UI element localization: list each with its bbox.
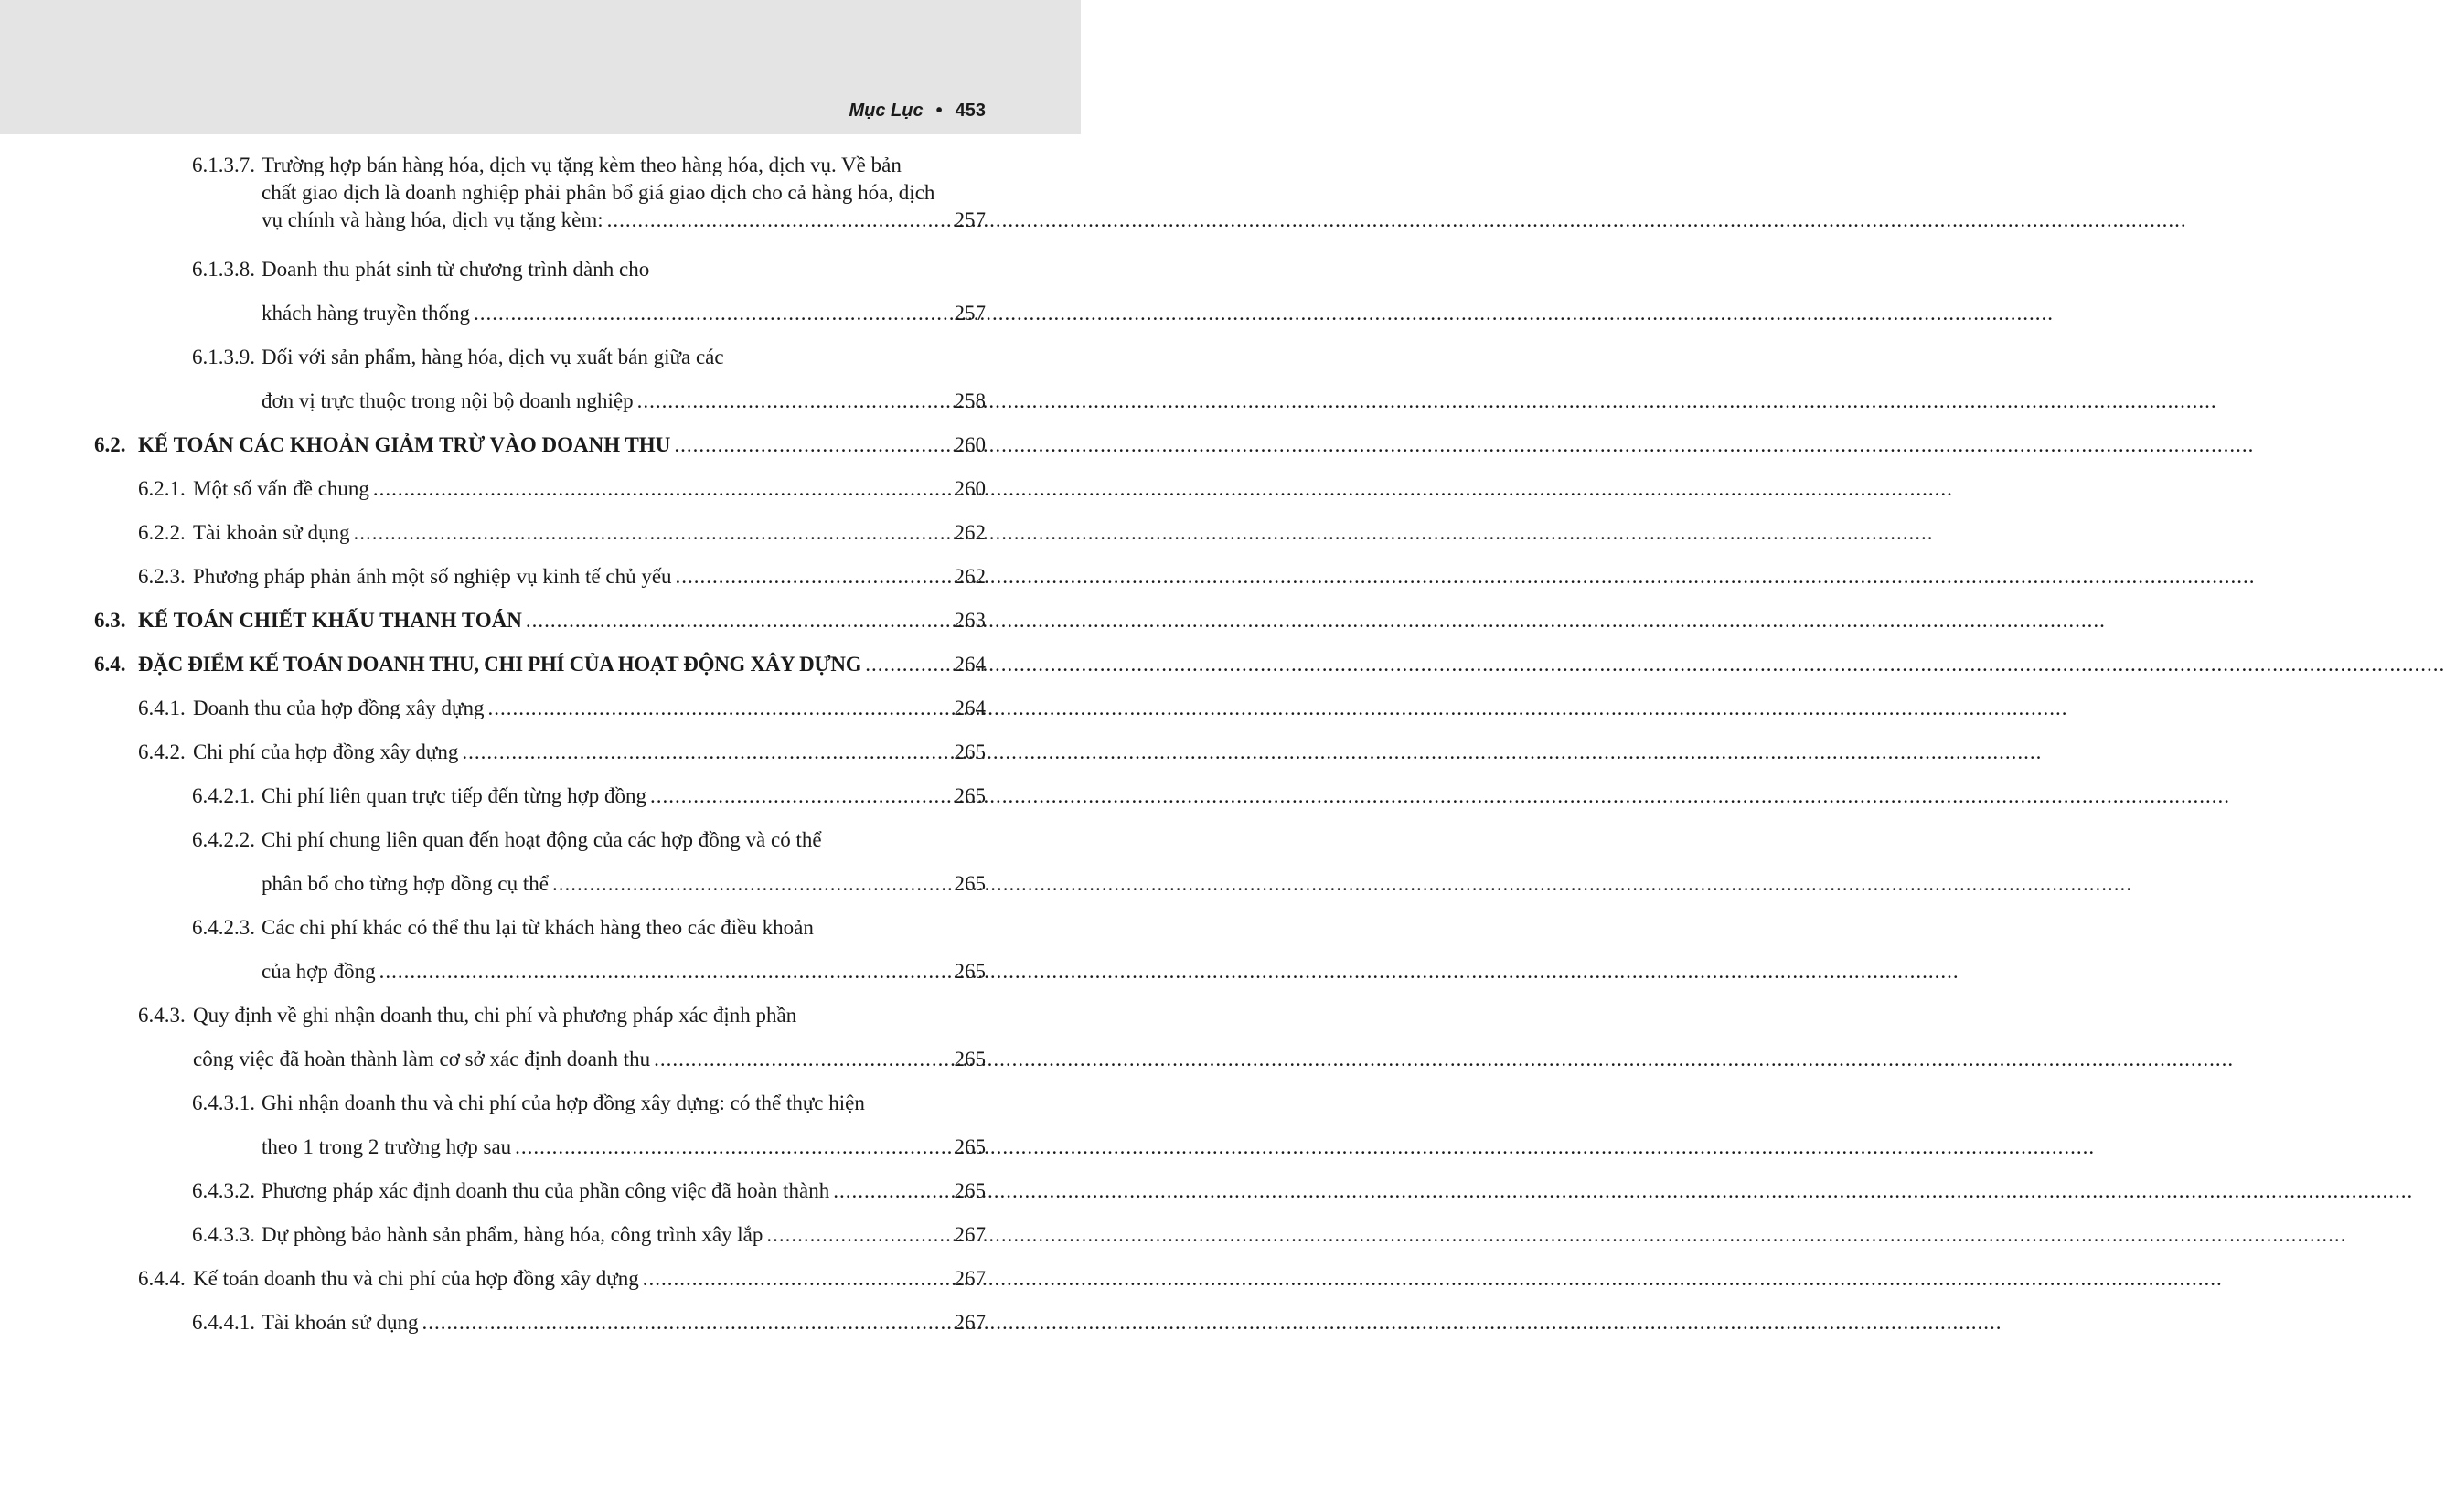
toc-entry-number: 6.4.3.1.	[192, 1091, 255, 1114]
toc-entry-page: 257	[954, 302, 986, 325]
toc-entry[interactable]	[138, 475, 986, 503]
toc-entry-title: Chi phí của hợp đồng xây dựng	[193, 740, 459, 763]
dot-leader	[487, 695, 950, 722]
toc-entry-page: 258	[954, 389, 986, 412]
toc-entry-page: 265	[954, 784, 986, 807]
toc-entry-page: 257	[954, 208, 986, 231]
toc-entry[interactable]	[192, 152, 986, 234]
toc-entry[interactable]	[138, 739, 986, 766]
toc-entry-title: Trường hợp bán hàng hóa, dịch vụ tặng kèm theo hàng hóa, dịch vụ. Về bản	[262, 154, 902, 176]
dot-leader	[422, 1309, 951, 1336]
toc-entry-title: Tài khoản sử dụng	[262, 1311, 419, 1334]
toc-entry-page: 262	[954, 521, 986, 544]
toc-entry-title: Chi phí liên quan trực tiếp đến từng hợp đồng	[262, 784, 647, 807]
toc-entry[interactable]	[192, 1090, 986, 1161]
toc-entry-number: 6.4.4.1.	[192, 1311, 255, 1334]
toc-entry-page: 260	[954, 477, 986, 500]
toc-entry-number: 6.4.2.2.	[192, 828, 255, 851]
toc-entry-page: 260	[954, 433, 986, 456]
toc-entry-number: 6.2.3.	[138, 565, 186, 588]
toc-entry-title-cont: chất giao dịch là doanh nghiệp phải phân bổ giá giao dịch cho cả hàng hóa, dịch	[262, 181, 935, 204]
toc-entry[interactable]	[138, 1002, 986, 1073]
toc-entry-title-cont: phân bổ cho từng hợp đồng cụ thể	[262, 872, 549, 895]
dot-leader	[654, 1046, 950, 1073]
toc-entry-number: 6.4.2.3.	[192, 916, 255, 939]
dot-leader	[637, 388, 951, 415]
toc-entry-title: Phương pháp phản ánh một số nghiệp vụ kinh tế chủ yếu	[193, 565, 672, 588]
toc-entry-number: 6.4.3.2.	[192, 1179, 255, 1202]
dot-leader	[552, 870, 951, 898]
dot-leader	[833, 1177, 950, 1205]
dot-leader	[373, 475, 951, 503]
toc-entry-title: Kế toán doanh thu và chi phí của hợp đồng xây dựng	[193, 1267, 639, 1290]
toc-entry[interactable]	[138, 563, 986, 591]
toc-entry[interactable]	[138, 695, 986, 722]
dot-leader	[526, 607, 951, 634]
toc-entry-number: 6.4.	[94, 653, 126, 676]
dot-leader	[766, 1221, 950, 1249]
toc-entry-number: 6.1.3.8.	[192, 258, 255, 281]
page-number: 453	[955, 101, 986, 121]
toc-entry[interactable]	[192, 1221, 986, 1249]
toc-entry-page: 265	[954, 1048, 986, 1070]
toc-section-heading[interactable]	[94, 431, 986, 459]
toc-entry-title: Quy định về ghi nhận doanh thu, chi phí và phương pháp xác định phần	[193, 1004, 797, 1027]
toc-entry-number: 6.4.1.	[138, 697, 186, 719]
dot-leader	[474, 300, 950, 327]
toc-entry-title-cont: của hợp đồng	[262, 960, 376, 983]
toc-entry[interactable]	[192, 1177, 986, 1205]
toc-entry-title: Dự phòng bảo hành sản phẩm, hàng hóa, công trình xây lắp	[262, 1223, 763, 1246]
toc-entry-number: 6.1.3.9.	[192, 346, 255, 368]
toc-entry[interactable]	[192, 914, 986, 985]
toc-entry-title-cont: theo 1 trong 2 trường hợp sau	[262, 1135, 512, 1158]
toc-entry-number: 6.1.3.7.	[192, 154, 255, 176]
toc-entry[interactable]	[138, 1265, 986, 1293]
toc-section-heading[interactable]	[94, 607, 986, 634]
toc-entry-page: 267	[954, 1311, 986, 1334]
toc-entry-title-cont: vụ chính và hàng hóa, dịch vụ tặng kèm:	[262, 208, 603, 231]
toc-entry[interactable]	[138, 519, 986, 547]
toc-entry-title: Doanh thu của hợp đồng xây dựng	[193, 697, 485, 719]
toc-entry-title: Chi phí chung liên quan đến hoạt động của các hợp đồng và có thể	[262, 828, 822, 851]
toc-entry-title: Phương pháp xác định doanh thu của phần công việc đã hoàn thành	[262, 1179, 830, 1202]
running-head	[849, 101, 986, 122]
toc-entry[interactable]	[192, 344, 986, 415]
toc-section-heading[interactable]	[94, 651, 986, 678]
dot-leader	[607, 207, 951, 234]
toc-entry-title: ĐẶC ĐIỂM KẾ TOÁN DOANH THU, CHI PHÍ CỦA HOẠT ĐỘNG XÂY DỰNG	[138, 653, 862, 676]
toc-entry-page: 265	[954, 740, 986, 763]
toc-entry-title: Một số vấn đề chung	[193, 477, 369, 500]
dot-leader	[674, 431, 950, 459]
dot-leader	[462, 739, 950, 766]
toc-entry-number: 6.3.	[94, 609, 126, 632]
toc-entry-page: 265	[954, 1179, 986, 1202]
toc-entry-title-cont: đơn vị trực thuộc trong nội bộ doanh nghiệp	[262, 389, 634, 412]
toc-entry-page: 267	[954, 1267, 986, 1290]
toc-entry-page: 264	[954, 653, 986, 676]
toc-entry-number: 6.4.2.	[138, 740, 186, 763]
toc-entry-title-cont: khách hàng truyền thống	[262, 302, 471, 325]
running-head-bullet: •	[935, 101, 943, 121]
toc-entry-title: Đối với sản phẩm, hàng hóa, dịch vụ xuất bán giữa các	[262, 346, 724, 368]
toc-entry-title: Ghi nhận doanh thu và chi phí của hợp đồng xây dựng: có thể thực hiện	[262, 1091, 865, 1114]
toc-entry-number: 6.4.2.1.	[192, 784, 255, 807]
toc-entry-title: Doanh thu phát sinh từ chương trình dành cho	[262, 258, 650, 281]
toc-entry-page: 265	[954, 1135, 986, 1158]
toc-entry[interactable]	[192, 826, 986, 898]
toc-entry-page: 262	[954, 565, 986, 588]
dot-leader	[650, 783, 950, 810]
toc-entry-title: Tài khoản sử dụng	[193, 521, 350, 544]
toc-entry-title: KẾ TOÁN CHIẾT KHẤU THANH TOÁN	[138, 609, 522, 632]
dot-leader	[676, 563, 951, 591]
toc-entry[interactable]	[192, 783, 986, 810]
toc-entry-page: 264	[954, 697, 986, 719]
toc-entry[interactable]	[192, 1309, 986, 1336]
toc-entry-page: 265	[954, 872, 986, 895]
toc-entry-title-cont: công việc đã hoàn thành làm cơ sở xác định doanh thu	[193, 1048, 651, 1070]
toc-entry-page: 263	[954, 609, 986, 632]
dot-leader	[865, 651, 950, 678]
dot-leader	[354, 519, 951, 547]
toc-entry-number: 6.2.	[94, 433, 126, 456]
toc-entry-number: 6.4.4.	[138, 1267, 186, 1290]
toc-entry-number: 6.2.2.	[138, 521, 186, 544]
toc-entry-page: 267	[954, 1223, 986, 1246]
dot-leader	[515, 1134, 950, 1161]
toc-entry-title: Các chi phí khác có thể thu lại từ khách hàng theo các điều khoản	[262, 916, 814, 939]
dot-leader	[643, 1265, 951, 1293]
toc-entry-number: 6.4.3.	[138, 1004, 186, 1027]
dot-leader	[379, 958, 951, 985]
toc-entry-number: 6.4.3.3.	[192, 1223, 255, 1246]
running-head-title: Mục Lục	[849, 101, 924, 121]
toc-entry[interactable]	[192, 256, 986, 327]
toc-entry-number: 6.2.1.	[138, 477, 186, 500]
toc-entry-title: KẾ TOÁN CÁC KHOẢN GIẢM TRỪ VÀO DOANH THU	[138, 433, 671, 456]
toc-entry-page: 265	[954, 960, 986, 983]
